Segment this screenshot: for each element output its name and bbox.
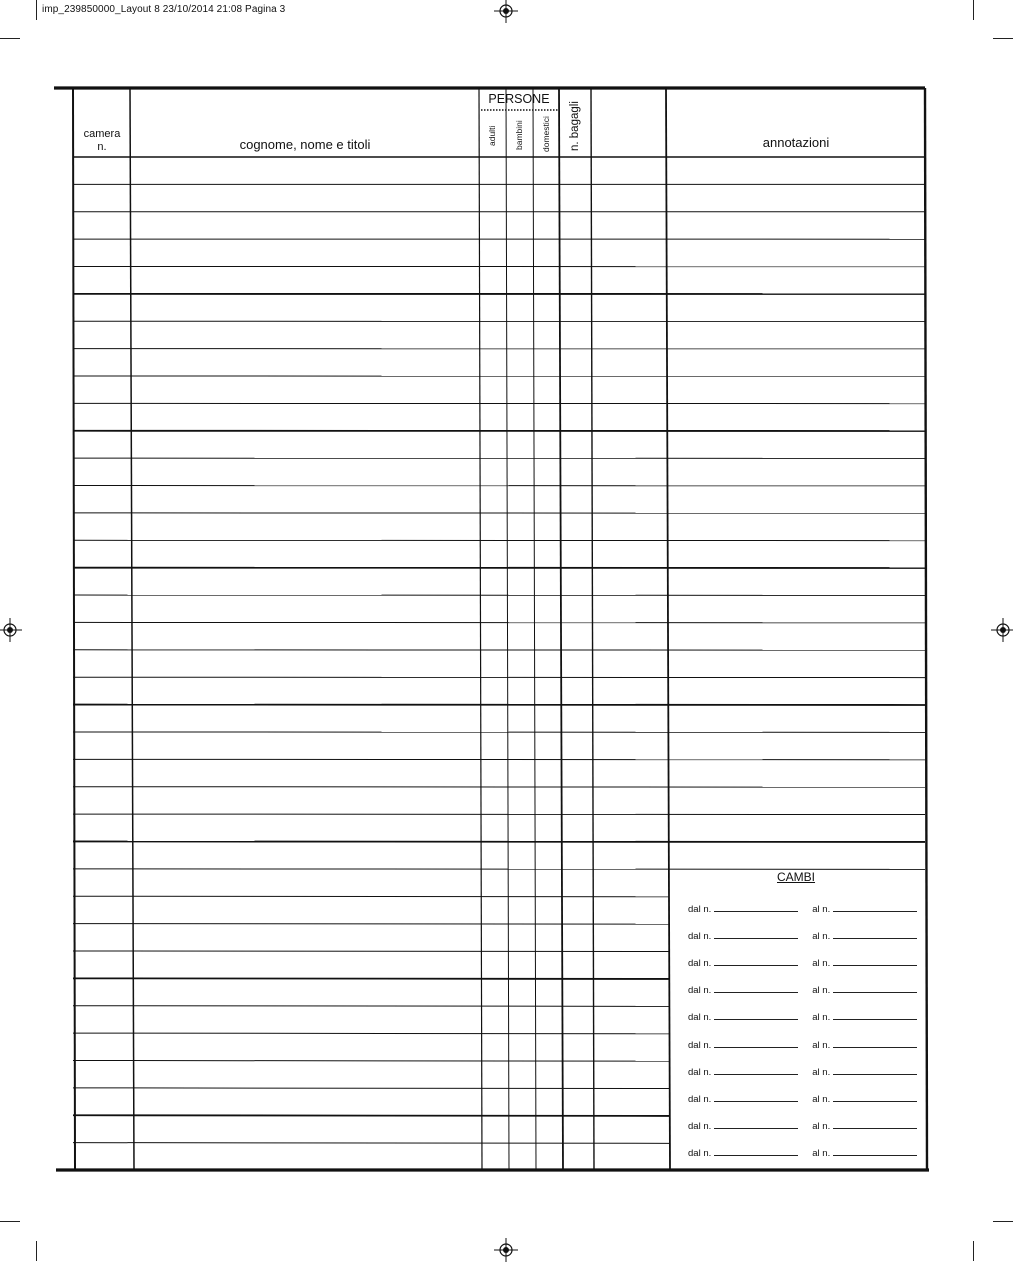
row-rule (73, 1060, 669, 1061)
column-header-bambini: bambini (514, 120, 524, 150)
cambi-line (688, 984, 917, 996)
cambi-to-label: al n. (812, 1148, 830, 1159)
cambi-from-field[interactable] (714, 1066, 798, 1075)
cambi-from-field[interactable] (714, 903, 798, 912)
column-divider (666, 88, 670, 1170)
column-header-domestici: domestici (541, 116, 551, 152)
row-rule (73, 1033, 669, 1034)
cambi-to-field[interactable] (833, 957, 917, 966)
camera-label: camera (76, 128, 128, 141)
frame-right-rule (925, 88, 927, 1170)
row-rule (73, 896, 669, 897)
cambi-from-field[interactable] (714, 984, 798, 993)
cambi-to-field[interactable] (833, 984, 917, 993)
column-divider (533, 88, 536, 1170)
cambi-to-label: al n. (812, 1067, 830, 1078)
cambi-from-label: dal n. (688, 931, 711, 942)
cambi-title: CAMBI (777, 870, 815, 884)
cambi-to-label: al n. (812, 985, 830, 996)
column-header-bagagli: n. bagagli (569, 101, 581, 151)
column-divider (479, 88, 482, 1170)
column-divider (559, 88, 563, 1170)
cambi-to-field[interactable] (833, 1147, 917, 1156)
column-header-camera (76, 128, 128, 154)
cambi-from-label: dal n. (688, 1040, 711, 1051)
column-divider (73, 88, 75, 1170)
cambi-from-label: dal n. (688, 1067, 711, 1078)
cambi-to-label: al n. (812, 958, 830, 969)
row-rule (73, 1088, 669, 1089)
cambi-line (688, 1120, 917, 1132)
column-header-adulti: adulti (487, 126, 497, 146)
camera-number-label: n. (76, 141, 128, 154)
cambi-from-field[interactable] (714, 930, 798, 939)
cambi-line (688, 957, 917, 969)
cambi-to-label: al n. (812, 1040, 830, 1051)
row-rule (73, 1143, 669, 1144)
cambi-line (688, 903, 917, 915)
cambi-from-field[interactable] (714, 957, 798, 966)
cambi-from-label: dal n. (688, 1121, 711, 1132)
cambi-from-label: dal n. (688, 904, 711, 915)
cambi-line (688, 1147, 917, 1159)
cambi-to-label: al n. (812, 1121, 830, 1132)
cambi-from-label: dal n. (688, 1094, 711, 1105)
cambi-from-field[interactable] (714, 1093, 798, 1102)
cambi-line (688, 1039, 917, 1051)
row-group-rule (73, 978, 669, 979)
row-rule (73, 1006, 669, 1007)
cambi-from-field[interactable] (714, 1120, 798, 1129)
cambi-to-field[interactable] (833, 903, 917, 912)
column-header-cognome: cognome, nome e titoli (132, 137, 478, 152)
cambi-line (688, 1093, 917, 1105)
cambi-to-label: al n. (812, 904, 830, 915)
cambi-to-label: al n. (812, 931, 830, 942)
cambi-to-label: al n. (812, 1012, 830, 1023)
column-divider (591, 88, 594, 1170)
column-divider (130, 88, 134, 1170)
column-header-annotazioni: annotazioni (668, 135, 924, 150)
column-divider (506, 88, 509, 1170)
cambi-from-field[interactable] (714, 1039, 798, 1048)
cambi-from-field[interactable] (714, 1147, 798, 1156)
cambi-to-field[interactable] (833, 1011, 917, 1020)
print-header: imp_239850000_Layout 8 23/10/2014 21:08 Pagina 3 (42, 4, 285, 15)
row-rule (73, 924, 669, 925)
cambi-to-field[interactable] (833, 1066, 917, 1075)
row-group-rule (73, 1115, 669, 1116)
cambi-line (688, 1066, 917, 1078)
cambi-to-label: al n. (812, 1094, 830, 1105)
cambi-from-label: dal n. (688, 1012, 711, 1023)
cambi-from-label: dal n. (688, 1148, 711, 1159)
cambi-to-field[interactable] (833, 1093, 917, 1102)
row-rule (73, 951, 669, 952)
cambi-from-label: dal n. (688, 985, 711, 996)
cambi-from-label: dal n. (688, 958, 711, 969)
cambi-line (688, 1011, 917, 1023)
cambi-to-field[interactable] (833, 1039, 917, 1048)
row-group-rule (73, 841, 925, 842)
cambi-from-field[interactable] (714, 1011, 798, 1020)
cambi-to-field[interactable] (833, 1120, 917, 1129)
column-header-persone: PERSONE (480, 92, 558, 106)
cambi-line (688, 930, 917, 942)
cambi-to-field[interactable] (833, 930, 917, 939)
